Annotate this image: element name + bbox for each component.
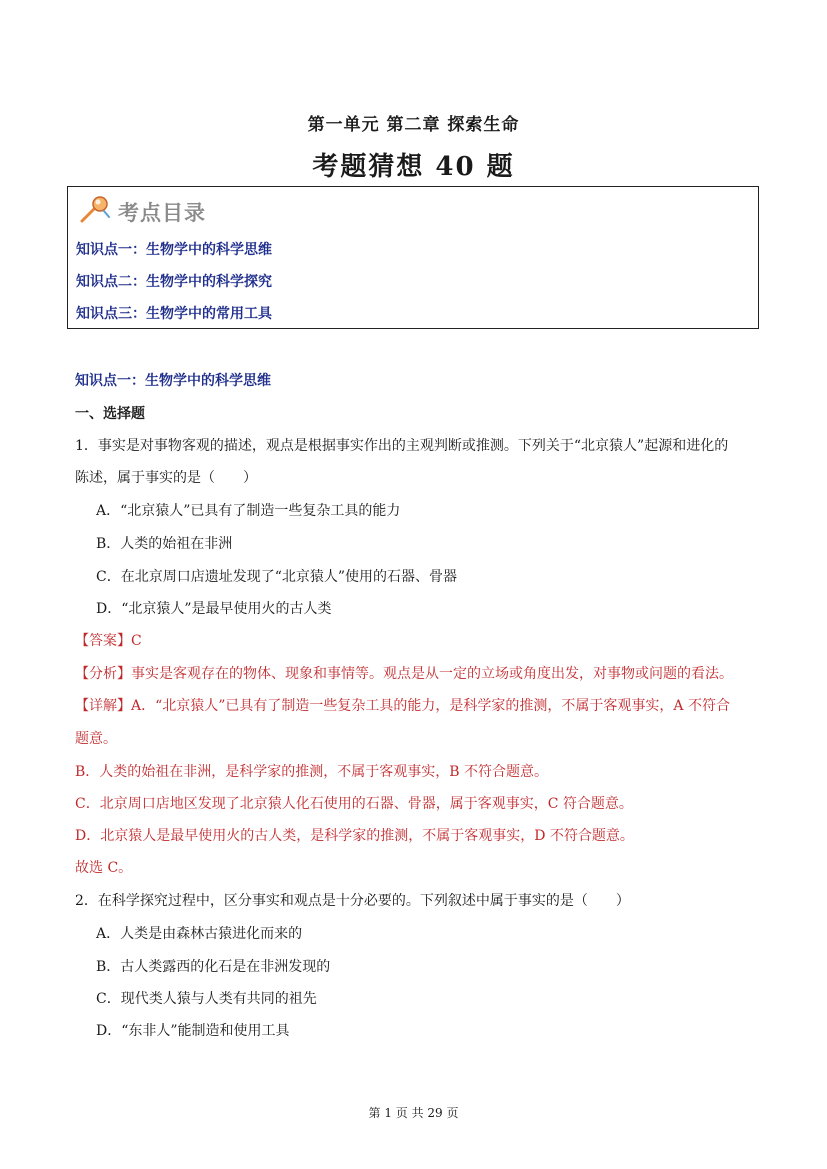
q1-option-b: B．人类的始祖在非洲 bbox=[96, 536, 233, 552]
magnifier-icon bbox=[78, 195, 112, 229]
page-footer: 第 1 页 共 29 页 bbox=[368, 1106, 459, 1120]
unit-title: 第一单元 第二章 探索生命 bbox=[307, 115, 520, 135]
q1-answer: 【答案】C bbox=[75, 633, 142, 649]
toc-box bbox=[67, 186, 759, 329]
toc-item-1[interactable]: 知识点一：生物学中的科学思维 bbox=[76, 242, 272, 258]
q1-detail-d: D．北京猿人是最早使用火的古人类，是科学家的推测，不属于客观事实，D 不符合题意。 bbox=[75, 828, 634, 844]
q2-option-a: A．人类是由森林古猿进化而来的 bbox=[96, 926, 303, 942]
q1-detail-c: C．北京周口店地区发现了北京猿人化石使用的石器、骨器，属于客观事实，C 符合题意。 bbox=[75, 796, 633, 812]
q1-option-c: C．在北京周口店遗址发现了“北京猿人”使用的石器、骨器 bbox=[96, 569, 458, 585]
toc-item-2[interactable]: 知识点二：生物学中的科学探究 bbox=[76, 274, 272, 290]
q1-stem-line2: 陈述，属于事实的是（ ） bbox=[75, 470, 257, 486]
toc-header bbox=[78, 195, 206, 229]
q1-detail-b: B．人类的始祖在非洲，是科学家的推测，不属于客观事实，B 不符合题意。 bbox=[75, 764, 549, 780]
q2-stem: 2．在科学探究过程中，区分事实和观点是十分必要的。下列叙述中属于事实的是（ ） bbox=[75, 893, 630, 909]
q1-option-a: A．“北京猿人”已具有了制造一些复杂工具的能力 bbox=[96, 503, 401, 519]
toc-heading: 考点目录 bbox=[118, 201, 206, 225]
q2-option-b: B．古人类露西的化石是在非洲发现的 bbox=[96, 959, 331, 975]
q1-stem-line1: 1．事实是对事物客观的描述，观点是根据事实作出的主观判断或推测。下列关于“北京猿人”起源和进化的 bbox=[75, 438, 729, 454]
q2-option-c: C．现代类人猿与人类有共同的祖先 bbox=[96, 991, 317, 1007]
q1-detail-line1: 【详解】A．“北京猿人”已具有了制造一些复杂工具的能力，是科学家的推测，不属于客观事实，A 不符合 bbox=[75, 698, 730, 714]
section-title: 知识点一：生物学中的科学思维 bbox=[75, 373, 271, 389]
toc-item-3[interactable]: 知识点三：生物学中的常用工具 bbox=[76, 306, 272, 322]
section-subtitle: 一、选择题 bbox=[75, 406, 145, 422]
q1-analysis: 【分析】事实是客观存在的物体、现象和事情等。观点是从一定的立场或角度出发，对事物或问题的看法。 bbox=[75, 666, 733, 682]
q2-option-d: D．“东非人”能制造和使用工具 bbox=[96, 1023, 290, 1039]
q1-conclusion: 故选 C。 bbox=[75, 860, 133, 876]
page-title: 考题猜想 40 题 bbox=[312, 152, 515, 182]
q1-detail-line2: 题意。 bbox=[75, 731, 117, 747]
q1-option-d: D．“北京猿人”是最早使用火的古人类 bbox=[96, 601, 332, 617]
